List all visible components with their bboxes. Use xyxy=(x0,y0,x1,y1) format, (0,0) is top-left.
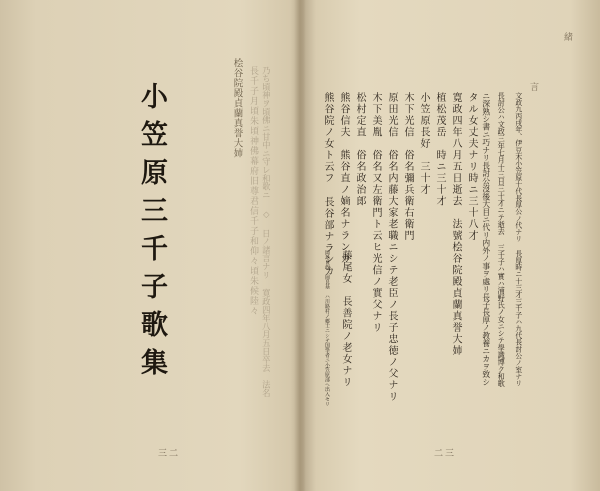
left-page-number: 三二 xyxy=(158,449,181,459)
body-line: 熊谷院ノ女ト云フ 長谷部ナランカ xyxy=(322,92,333,277)
body-line: 熊谷信夫 熊谷直ノ嫡名ナランカ xyxy=(338,92,349,265)
bleed-through-text: 乃ち頃神ヲ頃佛ニ甘中ニ守レ和歌ニ ◇ 日ノ諸言ナリ 寛政四年八月五日卒去 法名 xyxy=(261,66,272,397)
body-line: 木下美胤 俗名又左衛門ト云ヒ光信ノ實父ナリ xyxy=(370,92,381,334)
body-line: タル女丈夫ナリ時ニ三十八才 xyxy=(466,92,477,242)
body-line: 岡島良政 岡良基 ハ川路村ノ郷士ニシテ国學者ニ小笠原部ヘ出入セリ xyxy=(323,250,330,407)
body-line: 藤尾女 長善院ノ老女ナリ xyxy=(340,250,351,388)
body-line: 寛政四年八月五日逝去 法號桧谷院殿貞蘭真誉大姉 xyxy=(450,92,461,357)
book-gutter xyxy=(290,0,316,491)
body-line: 松村定直 俗名政治郎 xyxy=(354,92,365,207)
body-line: 長討公ハ文政三年七月十三日三十才ニテ逝去 三千子ハ實ハ浦野氏ノ女ニシテ學識博ク和歌 xyxy=(497,92,507,387)
body-line: 文政九丙戌年、伊豆木小笠原十代長厚公ノ代ナリ 長厚時ニ十三才三千子ハ九代長討公ノ室ナリ xyxy=(513,92,522,387)
bleed-through-text: 長千子月頃朱頃神佛幕府旧尊君信千子和仰々頃朱候陸々 xyxy=(248,66,258,316)
header-mark: 緒 xyxy=(564,33,574,43)
body-line: 植松茂岳 時ニ三十才 xyxy=(434,92,445,207)
header-mark-secondary: 言 xyxy=(530,83,540,93)
left-page-note: 桧谷院殿貞蘭真誉大姉 xyxy=(231,58,243,158)
right-page-number: 二三 xyxy=(434,449,457,459)
body-line: 木下光信 俗名彌兵衛右衛門 xyxy=(402,92,413,242)
body-line: 原田光信 俗名内藤大家老職ニシテ老臣ノ長子忠徳ノ父ナリ xyxy=(386,92,397,403)
body-line: ニ深熟シ書ニ巧ナリ長討公沒後大目ニ代リ内外ノ事ヲ處リ長子長厚ノ教養ニカヲ致シ xyxy=(481,92,491,386)
body-line: 小笠原長好 三十才 xyxy=(418,92,429,196)
poetry-collection-title: 小笠原三千子歌集 xyxy=(136,82,167,386)
